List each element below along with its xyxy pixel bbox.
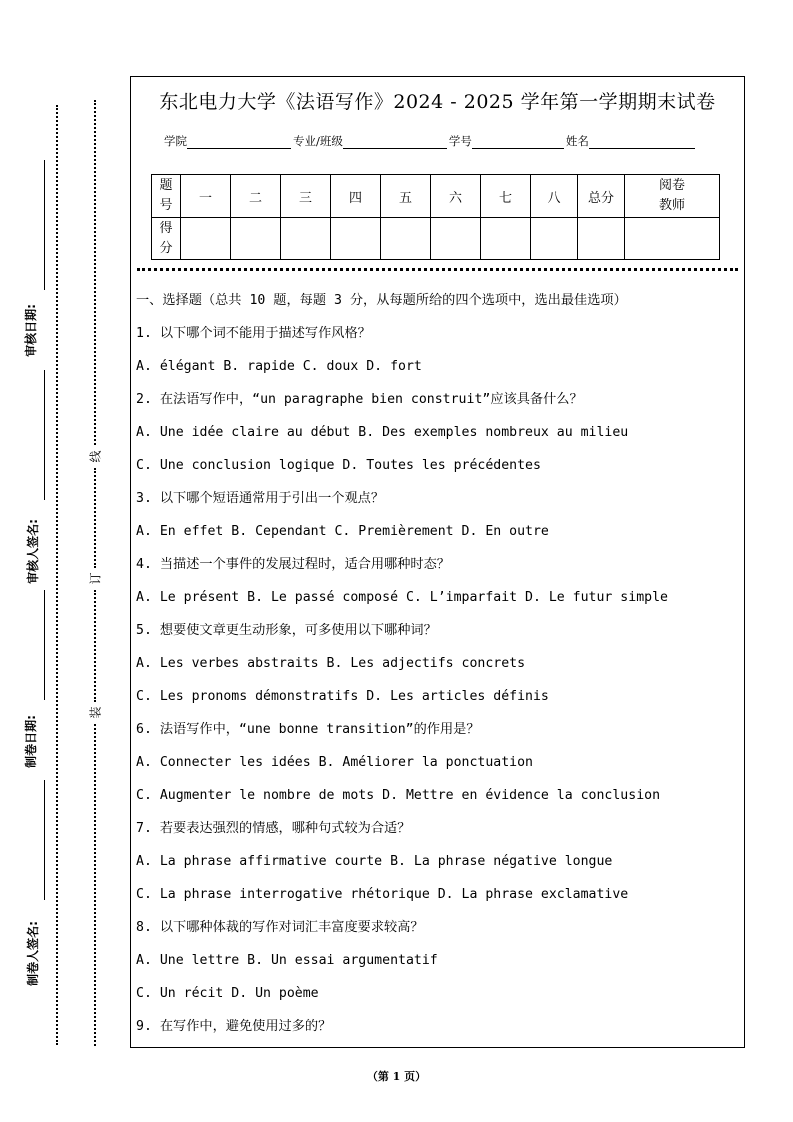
options-1: A. élégant B. rapide C. doux D. fort	[136, 359, 422, 374]
col-header: 一	[181, 175, 231, 218]
exam-title: 东北电力大学《法语写作》2024 - 2025 学年第一学期期末试卷	[159, 91, 716, 113]
signature-line	[44, 160, 45, 290]
row-label-score: 得 分	[159, 220, 173, 256]
options-3: A. En effet B. Cependant C. Premièrement D. En outre	[136, 524, 549, 539]
question-2: 2. 在法语写作中，“un paragraphe bien construit”应该具备什么？	[136, 392, 583, 407]
dotted-divider	[137, 268, 738, 271]
signature-line	[44, 370, 45, 500]
student-info-row	[164, 133, 697, 149]
options-8a: A. Une lettre B. Un essai argumentatif	[136, 953, 438, 968]
question-9: 9. 在写作中，避免使用过多的？	[136, 1019, 332, 1034]
cut-dotted-line	[94, 100, 96, 445]
field-student-id-label: 学号	[448, 134, 472, 148]
col-header: 三	[281, 175, 331, 218]
question-3: 3. 以下哪个短语通常用于引出一个观点？	[136, 491, 385, 506]
cut-mark-pack: 装	[88, 706, 103, 719]
question-8: 8. 以下哪种体裁的写作对词汇丰富度要求较高？	[136, 920, 424, 935]
review-date-label: 审核日期:	[23, 304, 38, 357]
score-cell[interactable]	[231, 218, 281, 260]
cut-mark-bind: 订	[88, 572, 103, 585]
score-cell[interactable]	[531, 218, 578, 260]
options-5a: A. Les verbes abstraits B. Les adjectifs concrets	[136, 656, 526, 671]
exam-frame	[130, 76, 745, 1048]
field-major-label: 专业/班级	[293, 134, 343, 148]
question-4: 4. 当描述一个事件的发展过程时，适合用哪种时态？	[136, 557, 450, 572]
cut-dotted-line	[94, 724, 96, 1046]
field-college-input[interactable]	[187, 136, 291, 149]
field-name-label: 姓名	[565, 134, 589, 148]
score-cell[interactable]	[381, 218, 431, 260]
field-major-input[interactable]	[343, 136, 447, 149]
col-header: 二	[231, 175, 281, 218]
cut-mark-line: 线	[88, 450, 103, 463]
options-7b: C. La phrase interrogative rhétorique D. La phrase exclamative	[136, 887, 629, 902]
options-4: A. Le présent B. Le passé composé C. L’imparfait D. Le futur simple	[136, 590, 668, 605]
question-5: 5. 想要使文章更生动形象，可多使用以下哪种词？	[136, 623, 437, 638]
question-6: 6. 法语写作中，“une bonne transition”的作用是？	[136, 722, 480, 737]
cut-dotted-line	[94, 590, 96, 702]
score-cell[interactable]	[281, 218, 331, 260]
score-cell[interactable]	[181, 218, 231, 260]
col-header: 八	[531, 175, 578, 218]
page-number: （第 1 页）	[366, 1070, 427, 1083]
signature-line	[44, 590, 45, 700]
cut-dotted-line	[56, 105, 58, 1045]
score-table	[151, 174, 720, 260]
col-header-total: 总分	[578, 175, 625, 218]
cut-dotted-line	[94, 468, 96, 568]
question-7: 7. 若要表达强烈的情感，哪种句式较为合适？	[136, 821, 411, 836]
field-college-label: 学院	[164, 134, 187, 148]
question-body	[136, 290, 741, 1049]
options-5b: C. Les pronoms démonstratifs D. Les articles définis	[136, 689, 549, 704]
options-2b: C. Une conclusion logique D. Toutes les précédentes	[136, 458, 541, 473]
signature-line	[44, 780, 45, 900]
options-6a: A. Connecter les idées B. Améliorer la ponctuation	[136, 755, 533, 770]
options-7a: A. La phrase affirmative courte B. La phrase négative longue	[136, 854, 613, 869]
reviewer-signature-label: 审核人签名:	[25, 519, 40, 584]
paper-maker-signature-label: 制卷人签名:	[25, 921, 40, 986]
options-8b: C. Un récit D. Un poème	[136, 986, 319, 1001]
score-cell-reviewer[interactable]	[625, 218, 720, 260]
options-2a: A. Une idée claire au début B. Des exemples nombreux au milieu	[136, 425, 629, 440]
score-cell[interactable]	[481, 218, 531, 260]
col-header-reviewer: 阅卷 教师	[658, 178, 685, 213]
field-name-input[interactable]	[589, 136, 695, 149]
section-heading: 一、选择题（总共 10 题，每题 3 分，从每题所给的四个选项中，选出最佳选项）	[136, 293, 627, 308]
field-student-id-input[interactable]	[472, 136, 564, 149]
score-cell-total[interactable]	[578, 218, 625, 260]
col-header: 四	[331, 175, 381, 218]
col-header: 五	[381, 175, 431, 218]
options-6b: C. Augmenter le nombre de mots D. Mettre en évidence la conclusion	[136, 788, 661, 803]
question-1: 1. 以下哪个词不能用于描述写作风格？	[136, 326, 371, 341]
col-header: 六	[431, 175, 481, 218]
col-header: 七	[481, 175, 531, 218]
score-cell[interactable]	[431, 218, 481, 260]
row-label-question: 题 号	[159, 178, 173, 213]
paper-date-label: 制卷日期:	[23, 715, 38, 768]
score-cell[interactable]	[331, 218, 381, 260]
